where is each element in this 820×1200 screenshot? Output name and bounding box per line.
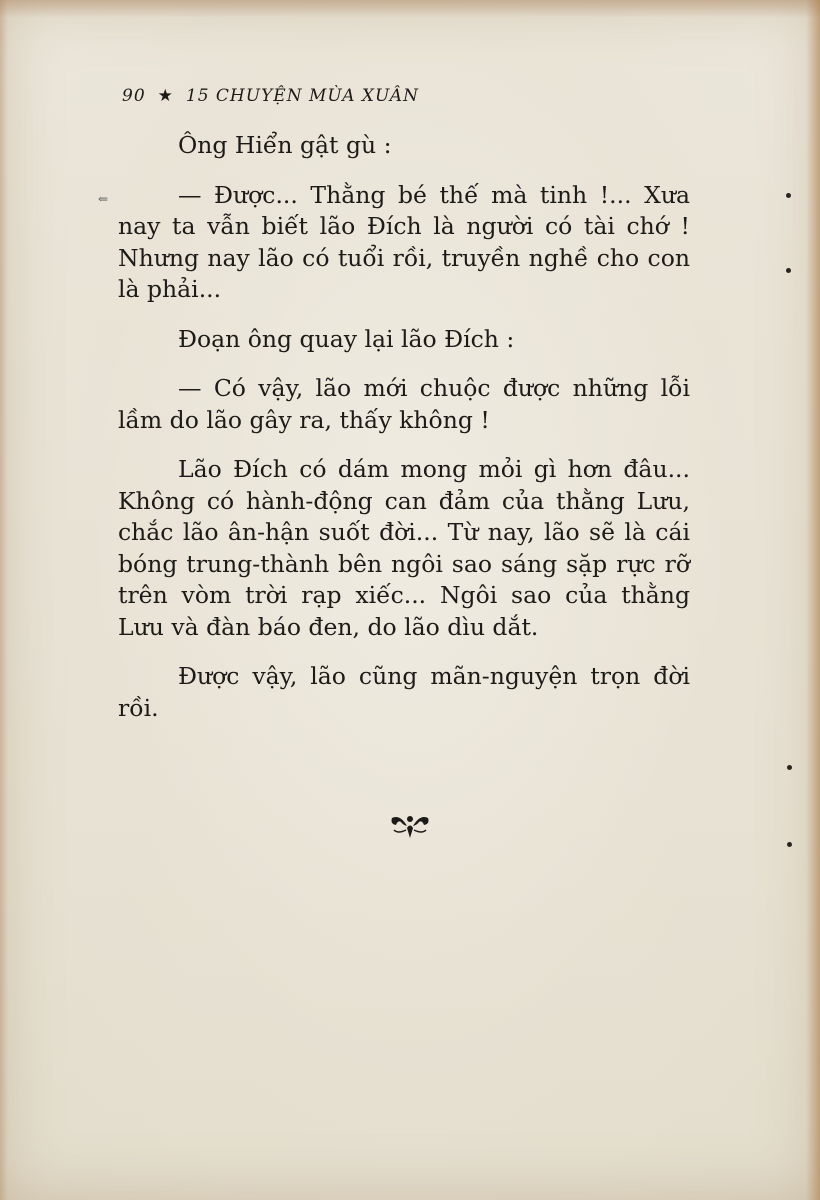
star-icon: ★	[157, 86, 174, 106]
page-edge-top	[0, 0, 820, 18]
running-header	[122, 86, 419, 106]
body-text	[118, 130, 690, 742]
paragraph: Ông Hiển gật gù :	[178, 131, 392, 159]
paragraph: — Có vậy, lão mới chuộc được những lỗi lầm do lão gây ra, thấy không !	[118, 374, 690, 434]
page-edge-left	[0, 0, 8, 1200]
paragraph: — Được... Thằng bé thế mà tinh !... Xưa nay ta vẫn biết lão Đích là người có tài chớ ! Nhưng nay lão có tuổi rồi, truyền nghề cho con là phải...	[118, 180, 690, 303]
speck-dot	[787, 765, 792, 770]
paragraph: Được vậy, lão cũng mãn-nguyện trọn đời rồi.	[118, 662, 690, 722]
speck-dot	[786, 193, 791, 198]
page-number: 90	[122, 86, 146, 106]
book-title: 15 CHUYỆN MÙA XUÂN	[185, 86, 419, 106]
margin-mark-icon: ⇐	[98, 192, 109, 206]
page-edge-right	[806, 0, 820, 1200]
paragraph: Lão Đích có dám mong mỏi gì hơn đâu... Không có hành-động can đảm của thằng Lưu, chắc lão ân-hận suốt đời... Từ nay, lão sẽ là cái bóng trung-thành bên ngôi sao sáng sặp rực rỡ trên vòm trời rạp xiếc... Ngôi sao của thằng Lưu và đàn báo đen, do lão dìu dắt.	[118, 455, 690, 641]
ornament-fleuron-icon	[388, 808, 432, 842]
speck-dot	[786, 268, 791, 273]
paragraph: Đoạn ông quay lại lão Đích :	[178, 324, 515, 353]
speck-dot	[787, 842, 792, 847]
